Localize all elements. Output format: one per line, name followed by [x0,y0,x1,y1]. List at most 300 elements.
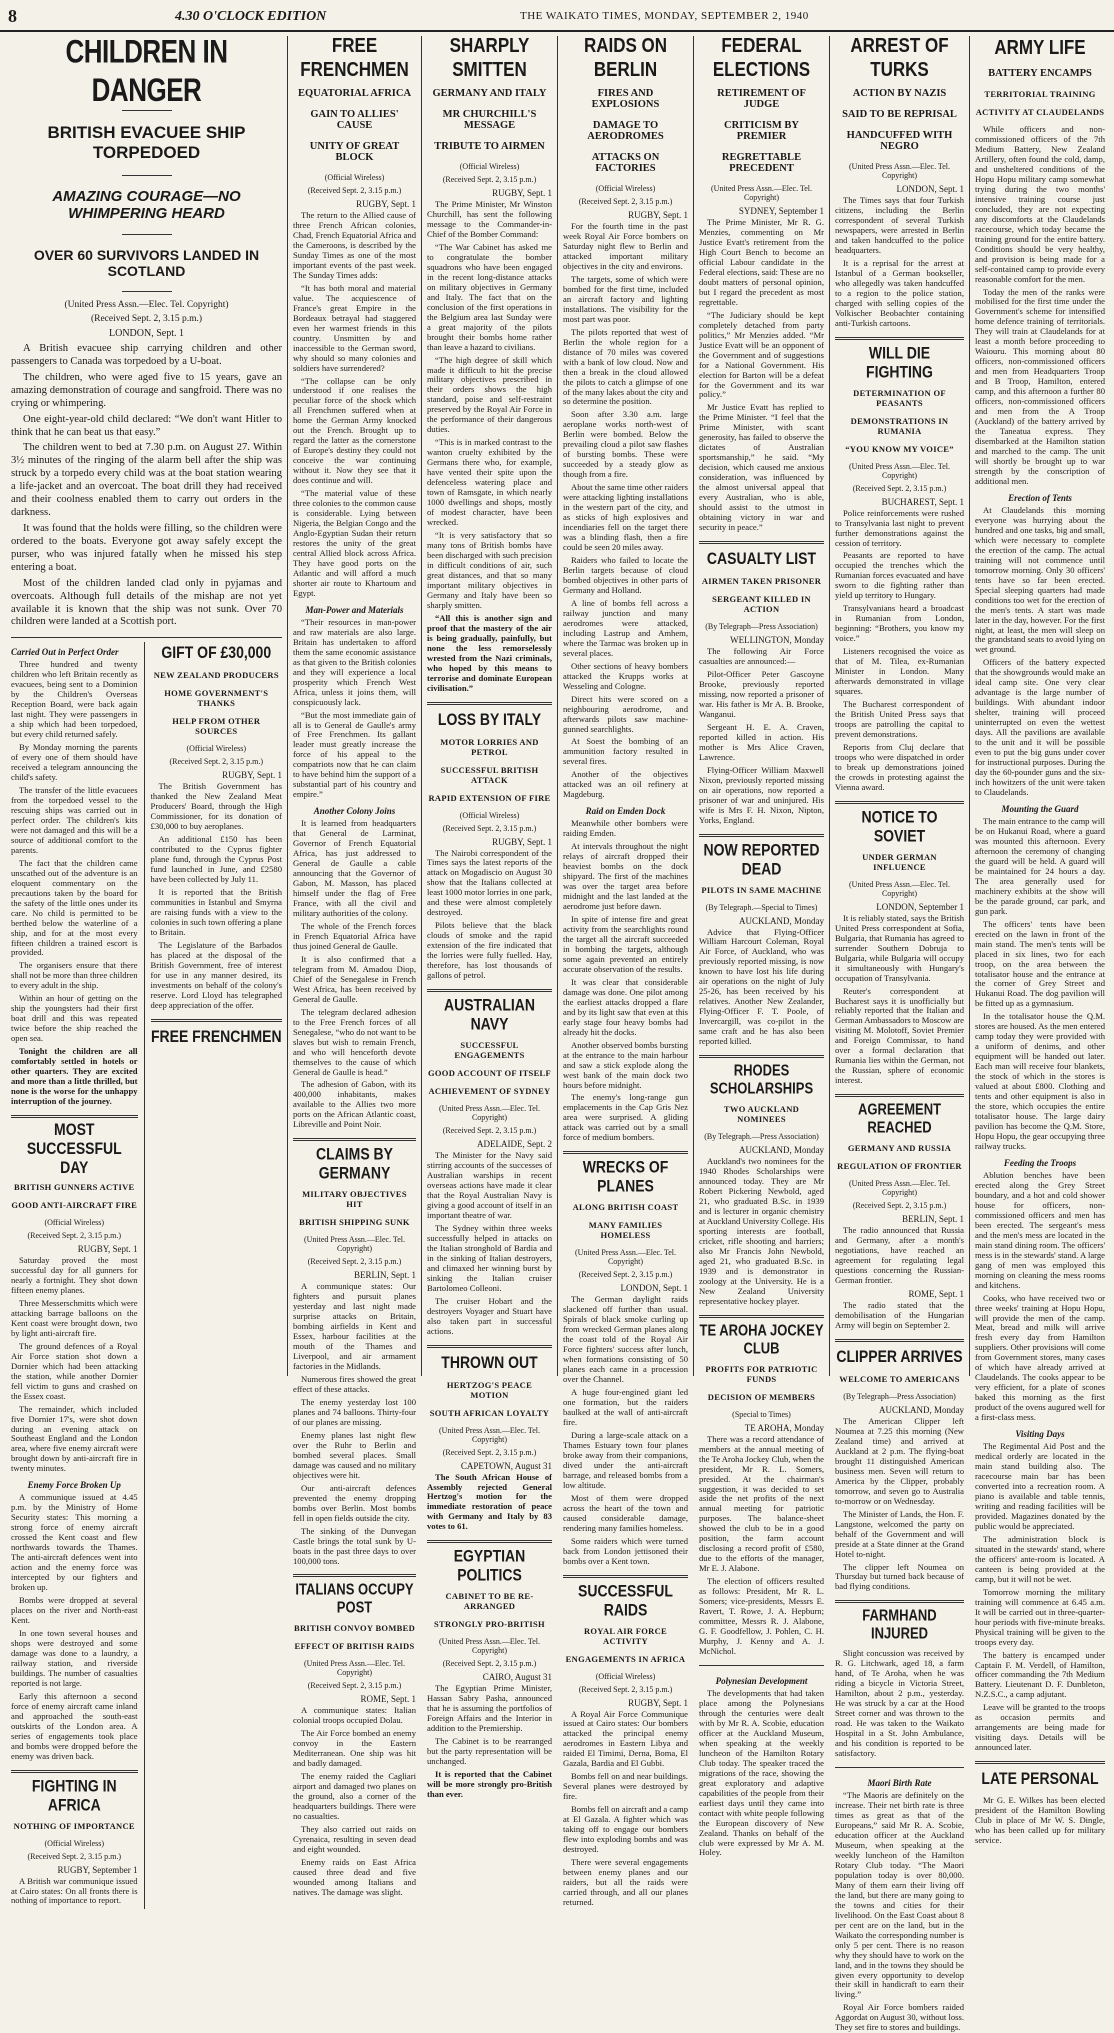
credit-line: (United Press Assn.—Elec. Tel. Copyright) [303,1235,406,1254]
story-headline: AGREEMENT REACHED [857,1100,942,1137]
subhead: MR CHURCHILL'S MESSAGE [442,109,537,131]
story-headline: NOW REPORTED DEAD [703,839,820,878]
credit-line: (United Press Assn.—Elec. Tel. Copyright) [303,1659,406,1678]
credit-line: (United Press Assn.—Elec. Tel. Copyright) [438,1104,541,1123]
story-headline: FARMHAND INJURED [862,1606,937,1643]
subhead: SUCCESSFUL BRITISH ATTACK [440,764,539,785]
paragraph: The clipper left Noumea on Thursday but turned back because of bad flying conditions. [835,1561,964,1592]
credit-line: (United Press Assn.—Elec. Tel. Copyright) [848,461,951,480]
wire-line: (Official Wireless) [595,184,656,193]
subhead: TERRITORIAL TRAINING [984,89,1096,99]
dateline: RUGBY, Sept. 1 [77,1244,138,1255]
received-line: (Received Sept. 2, 3.15 p.m.) [578,1270,673,1280]
dateline: LONDON, September 1 [876,901,964,912]
dateline: RUGBY, September 1 [57,1864,138,1875]
subhead: PILOTS IN SAME MACHINE [701,884,822,895]
paragraph: Other sections of heavy bombers attacked the Krupps works at Wesseling and Cologne. [563,660,688,691]
paragraph: Reuter's correspondent at Bucharest says it is unofficially but reliably reported that the Italian and German Ambassadors to Moscow are visiting M. Molotoff, Soviet Premier and Foreign Commissar, to hand over a formal declaration that Rumania lies within the German, not the Russian, sphere of economic interest. [835,985,964,1086]
credit-line: (United Press Assn.—Elec. Tel. Copyright) [438,1425,541,1444]
subhead: Polynesian Development [715,1675,808,1686]
subhead: Carried Out in Perfect Order [11,647,119,658]
paragraph: The children went to bed at 7.30 p.m. on August 27. Within 3½ minutes of the ringing of the alarm bell after the ship was struck by a torpedo every child was at the boat station wearing a life-jacket and an overcoat. The boat drill they had received and their coolness enabled them to carry out orders in the darkness. [11,442,282,519]
column-4 [558,34,694,1907]
received-line: (Received Sept. 2, 3.15 p.m.) [852,1201,947,1211]
story-headline: ARREST OF TURKS [850,34,949,81]
lead-deck-1: BRITISH EVACUEE SHIP TORPEDOED [47,123,246,162]
paragraph: They also carried out raids on Cyrenaica, resulting in seven dead and eight wounded. [293,1824,416,1855]
subhead: AIRMEN TAKEN PRISONER [701,576,822,587]
dateline: RUGBY, Sept. 1 [492,836,552,847]
subhead: Another Colony Joins [313,806,396,817]
paragraph: The return to the Allied cause of three French African colonies, Chad, French Equatorial Africa and the Cameroons, is described by the Sunday Times as one of the most important events of the past week. The Sunday Times adds: [293,210,416,280]
subhead: MOTOR LORRIES AND PETROL [440,736,539,757]
paragraph: The enemy yesterday lost 100 planes and 74 balloons. Thirty-four of our planes are missing. [293,1396,416,1427]
credit-line: (By Telegraph.—Special to Times) [705,902,818,912]
received-line: (Received Sept. 2, 3.15 p.m.) [442,1126,537,1136]
dateline: ADELAIDE, Sept. 2 [477,1139,552,1150]
received-line: (Received Sept. 2, 3.15 p.m.) [442,823,537,833]
paragraph: A communique states: Italian colonial troops occupied Dolau. [293,1705,416,1726]
paragraph: It is reported that the Cabinet will be more strongly pro-British than ever. [427,1769,552,1800]
paragraph: The Regimental Aid Post and the medical orderly are located in the main stand building also. The racecourse main bar has been converted into a recreation room. A piano is available and table tennis, writing and reading facilities will be provided. Magazines donated by the public would be appreciated. [975,1441,1105,1531]
paragraph: There were several engagements between enemy planes and our raiders, but all the raids were carried through, and all our planes returned. [563,1857,688,1907]
subhead: ALONG BRITISH COAST [572,1202,679,1213]
subhead: BRITISH CONVOY BOMBED [293,1623,416,1634]
paragraph: The Minister for the Navy said stirring accounts of the successes of Australian warships in recent overseas actions have made it clear that the Royal Australian Navy is giving a good account of itself in an important theatre of war. [427,1150,552,1220]
paragraph: It is a reprisal for the arrest at Istanbul of a German bookseller, who allegedly was taken handcuffed to a region to the police station, charged with selling copies of the Volkischer Beobachter containing anti-Turkish cartoons. [835,257,964,328]
paragraph: The whole of the French forces in French Equatorial Africa have thus joined General de Gaulle. [293,920,416,951]
subhead: EQUATORIAL AFRICA [297,88,412,99]
received-line: (Received Sept. 2, 3.15 p.m.) [90,314,203,324]
paragraph: “The collapse can be only understood if one realises the peculiar force of the shock which all Frenchmen suffered when at home the German Army knocked out the French. Brought up to regard the latter as the cornerstone of Europe's destiny they could not conceive the war continuing without it. Now they see that it does continue and will. [293,375,416,486]
story-headline: CLAIMS BY GERMANY [316,1144,393,1183]
paragraph: Bombs fell on aircraft and a camp at El Gazala. A fighter which was taking off to engage our bombers flew into exploding bombs and was destroyed. [563,1804,688,1855]
paragraph: In one town several houses and shops were destroyed and some damage was done to a laundry, a railway station, and riverside buildings. The number of casualties reported is not large. [11,1627,138,1688]
paragraph: There was a record attendance of members at the annual meeting of the Te Aroha Jockey Club, when the president, Mr R. L. Somers, presided. At the chairman's suggestion, it was decided to set aside the net profits of the next annual meeting for patriotic purposes. The balance-sheet showed the club to be in a good position, the farm account disclosing a record profit of £580, due to the efforts of the manager, Mr E. J. Alabone. [699,1433,824,1574]
subhead: UNDER GERMAN INFLUENCE [862,851,937,872]
column-6 [830,34,970,2033]
wire-line: (Official Wireless) [44,1218,105,1228]
paragraph: The Prime Minister, Mr R. G. Menzies, commenting on Mr Justice Evatt's retirement from the High Court Bench to become an official Labour candidate in the Federal elections, said: These are no doubt matters of personal opinion, but I regard the precedent as most regrettable. [699,217,824,307]
paragraph: In the totalisator house the Q.M. stores are housed. As the men entered camp today they were provided with a uniform of denims, and other equipment will be handed out later. Each man will receive four blankets, the stock of which in the stores is valued at about £800. Clothing and tents and other equipment is also in the store, which occupies the entire totalisator house. The large dairy pavilion has become the Q.M. Store, Hopu Hopu, the gear occupying three railway trucks. [975,1011,1105,1151]
paragraph: The targets, some of which were bombed for the first time, included an aircraft factory and lighting installations. The visibility for the most part was poor. [563,273,688,324]
subhead: Erection of Tents [1008,492,1072,503]
paragraph: “Their resources in man-power and raw materials are also large. Britain has undertaken to afford them the same economic assistance as that given to the British colonies and they will experience a local prosperity which French West Africa, unless it joins them, will conspicuously lack. [293,616,416,707]
column-5 [694,34,830,1858]
subhead: ACHIEVEMENT OF SYDNEY [428,1086,551,1097]
paragraph: The developments that had taken place among the Polynesians through the centuries were dealt with by Mr R. A. Scobie, education officer at the Auckland Museum, when speaking at the weekly luncheon of the Hamilton Rotary Club today. The speaker traced the migrations of the race, showing the great exploratory and adaptive capabilities of the people from their earliest days until they came into contact with white people following the European discovery of New Zealand. Thanks on behalf of the club were expressed by Mr A. M. Holey. [699,1687,824,1858]
dateline: SYDNEY, September 1 [738,206,824,216]
paragraph: A communique issued at 4.45 p.m. by the Ministry of Home Security states: This morning a strong force of enemy aircraft crossed the Kent coast and flew northwards towards the Thames. The anti-aircraft defences went into action and the enemy force was intercepted by our fighters and broken up. [11,1492,138,1593]
story-headline: CLIPPER ARRIVES [836,1346,963,1366]
subhead: DECISION OF MEMBERS [707,1391,816,1402]
paragraph: “But the most immediate gain of all is to General de Gaulle's army of Free Frenchmen. Its gallant leader must greatly increase the force of his appeal to the compatriots now that he can claim to have behind him the support of a substantial part of his country and empire.” [293,709,416,800]
paragraph: “The War Cabinet has asked me to congratulate the bomber squadrons who have been engaged in the recent long-distance attacks on military objectives in Germany and Italy. The fact that on the conclusion of the first operations in the Belgium area last Sunday were a great majority of the pilots brought their bombs home rather than leave a hazard to civilians. [427,241,552,352]
paragraph: Most of them were dropped across the heart of the town and caused considerable damage, rendering many families homeless. [563,1492,688,1533]
column-3 [422,34,558,1800]
paragraph: Most of the children landed clad only in pyjamas and overcoats. Although full details of the mishap are not yet available it is known that the ship was not sunk. Over 70 children were landed at a Scottish port. [11,577,282,628]
paragraph: Raiders who failed to locate the Berlin targets because of cloud bombed objectives in other parts of Germany and Holland. [563,555,688,595]
dateline: WELLINGTON, Monday [730,635,824,646]
dateline: BERLIN, Sept. 1 [354,1270,416,1281]
paragraph: The Egyptian Prime Minister, Hassan Sabry Pasha, announced that he is assuming the portfolios of Foreign Affairs and the Interior in addition to the Premiership. [427,1683,552,1734]
subhead: NOTHING OF IMPORTANCE [13,1820,135,1831]
paragraph: Our anti-aircraft defences prevented the enemy dropping bombs over Berlin. Most bombs fell in open fields outside the city. [293,1482,416,1523]
paragraph: In spite of intense fire and great activity from the searchlights round the target all the aircraft succeeded in bombing the targets, although some again prevented an entirely accurate observation of the results. [563,914,688,974]
subhead: STRONGLY PRO-BRITISH [434,1619,545,1630]
paragraph: Enemy planes last night flew over the Ruhr to Berlin and bombed several places. Small damage was caused and no military objectives were hit. [293,1429,416,1480]
received-line: (Received Sept. 2, 3.15 p.m.) [27,1231,122,1241]
subhead: HOME GOVERNMENT'S THANKS [164,688,269,709]
story-headline: WRECKS OF PLANES [582,1157,669,1196]
subhead: TWO AUCKLAND NOMINEES [723,1104,800,1125]
paragraph: The children, who were aged five to 15 years, gave an amazing demonstration of courage and sangfroid. There was no crying or whimpering. [11,371,282,409]
credit-line: (Special to Times) [732,1409,791,1419]
subhead: Feeding the Troops [1003,1157,1077,1168]
paragraph: The following Air Force casualties are announced:— [699,646,824,666]
paragraph: During a large-scale attack on a Thames Estuary town four planes broke away from their companions, dived under the anti-aircraft barrage, and released bombs from a low altitude. [563,1429,688,1490]
story-headline: RAIDS ON BERLIN [583,34,668,81]
column-2 [288,34,422,1897]
dateline: RUGBY, Sept. 1 [356,199,416,209]
paragraph: Reports from Cluj declare that troops who were dispatched in order to break up demonstrations joined the crowds in protesting against the Vienna award. [835,741,964,792]
paragraph: Saturday proved the most successful day for all gunners for nearly a fortnight. They shot down fifteen enemy planes. [11,1255,138,1295]
paragraph: Three hundred and twenty children who left Britain recently as evacuees, being sent to a Dominion by the Children's Overseas Reception Board, were back again last night. They were passengers in a ship which had been torpedoed, but every child returned safely. [11,659,138,740]
paragraph: Today the men of the ranks were mobilised for the first time under the Government's scheme for intensified home defence training of territorials. They will train at Claudelands for at least a month before proceeding to Waiouru. This morning about 80 officers, non-commissioned officers and men from Headquarters Troop and B Troop, Hamilton, entered camp, and this afternoon a further 80 officers, non-commissioned officers and men from the A Troop (Auckland) of the battery arrived by the Taneatua express. They disembarked at the Hamilton station and marched to the camp. The unit will shortly be brought up to war strength by the conscription of additional men. [975,286,1105,486]
subhead: REGRETTABLE PRECEDENT [721,152,802,174]
paragraph: Sergeant H. E. A. Craven, reported killed in action. His mother is Mrs Alice Craven, Lawrence. [699,721,824,762]
paragraph: “The high degree of skill which made it difficult to hit the precise military objectives prescribed in their orders shows the high standard, poise and self-restraint preserved by the Royal Air Force in the performance of their dangerous duties. [427,354,552,435]
wire-line: (Official Wireless) [459,162,520,171]
credit-line: (United Press Assn.—Elec. Tel. Copyright) [574,1248,677,1267]
credit-line: (By Telegraph—Press Association) [705,622,818,632]
paragraph: The Minister of Lands, the Hon. F. Langstone, welcomed the party on behalf of the Government and will preside at a State dinner at the Grand Hotel to-night. [835,1508,964,1559]
subhead: MILITARY OBJECTIVES HIT [302,1189,407,1210]
paragraph: Mr Justice Evatt has replied to the Prime Minister. “I feel that the Prime Minister, with scant generosity, has failed to observe the dictates of Australian sportsmanship,” he said. “My decision, which caused me anxious consideration, was influenced by the almost universal appeal that every Australian, who is able, should assist to the utmost in obtaining victory in war and security in peace.” [699,402,824,533]
paragraph: The German daylight raids slackened off further than usual. Spirals of black smoke curling up from wrecked German planes along the coast told of the Royal Air Force fighters' success after lunch, when formations consisting of 50 planes each came in a procession over the Channel. [563,1294,688,1385]
gift-story [145,642,282,1909]
subhead: Raid on Emden Dock [585,806,666,817]
dateline: ROME, Sept. 1 [360,1694,416,1705]
paragraph: The officers' tents have been erected on the lawn in front of the main stand. The men's tents will be placed in six lines, two for each troop, on the area between the totalisator house and the entrance at the corner of Grey Street and Hukanui Road. The dog pavilion will be fitted up as a gymnasium. [975,918,1105,1009]
credit-line: (United Press Assn.—Elec. Tel. Copyright) [848,879,951,898]
credit-line: (United Press Assn.—Elec. Tel. Copyright) [848,162,951,180]
paragraph: “It is very satisfactory that so many tons of British bombs have been discharged with such precision in difficult conditions of air, such great distances, and that so many important military objectives in Germany and Italy have been so sharply smitten. [427,530,552,610]
story-headline: SUCCESSFUL RAIDS [578,1580,673,1619]
paragraph: At Soest the bombing of an ammunition factory resulted in several fires. [563,736,688,767]
story-headline: EGYPTIAN POLITICS [453,1546,526,1585]
subhead: HANDCUFFED WITH NEGRO [846,130,953,152]
dateline: RUGBY, Sept. 1 [628,210,688,220]
paragraph: The British Government has thanked the New Zealand Meat Producers' Board, through the High Commissioner, for its donation of £30,000 to buy aeroplanes. [150,781,282,832]
paragraph: The election of officers resulted as follows: President, Mr R. L. Somers; vice-presidents, Messrs E. Ravert, T. Rowe, J. A. Hepburn; committee, Messrs R. J. Alabone, G. F. Goodfellow, J. Pohlen, C. H. Murphy, J. Kenny and A. J. McNichol. [699,1576,824,1656]
paragraph: The telegram declared adhesion to the Free French forces of all Senegalese, “who do not want to be slaves but wish to remain French, and who will henceforth devote themselves to the cause of which General de Gaulle is head.” [293,1006,416,1077]
subhead: Mounting the Guard [1001,803,1079,814]
paragraph: The South African House of Assembly rejected General Hertzog's motion for the immediate restoration of peace with Germany and Italy by 83 votes to 61. [427,1471,552,1532]
lead-story [11,32,282,629]
wire-line: (Official Wireless) [44,1838,105,1848]
paragraph: The transfer of the little evacuees from the torpedoed vessel to the rescuing ships was carried out in perfect order. The children's kits were not damaged and this will be a source of additional comfort to the parents. [11,784,138,855]
paragraph: The Sydney within three weeks successfully helped in attacks on the Italian stronghold of Bardia and in the sinking of Italian destroyers, and climaxed her winning burst by sinking the Italian cruiser Bartolomeo Colleoni. [427,1222,552,1293]
paragraph: The Prime Minister, Mr Winston Churchill, has sent the following message to the Commander-in-Chief of the Bomber Command: [427,199,552,239]
received-line: (Received Sept. 2, 3.15 p.m.) [442,175,537,184]
paragraph: Bombs fell on and near buildings. Several planes were destroyed by fire. [563,1771,688,1802]
subhead: DETERMINATION OF PEASANTS [853,387,946,408]
paragraph: The fact that the children came unscathed out of the adventure is an eloquent commentary on the precautions taken by the board for the safety of the little ones under its care. No child is permitted to be berthed below the waterline of a ship, and for at the most every fifteen children a trained escort is provided. [11,857,138,958]
dateline: CAIRO, August 31 [482,1672,552,1683]
paragraph: The sinking of the Dunvegan Castle brings the total sunk by U-boats in the past three days to over 100,000 tons. [293,1525,416,1566]
subhead: FIRES AND EXPLOSIONS [591,88,660,110]
page-number: 8 [8,6,17,26]
subhead: ROYAL AIR FORCE ACTIVITY [583,1625,668,1646]
paragraph: Auckland's two nominees for the 1940 Rhodes Scholarships were announced today. They are Mr Robert Pickering Newbold, aged 21, who graduated B.Sc. in 1939 and is lecturer in organic chemistry at Auckland University College. His sporting interests are football, cricket, rifle shooting and harriers; also Mr Francis John Newbold, aged 21, who graduated B.Sc. in 1939 and is demonstrator in zoology at the University. He is a New Zealand University representative hockey player. [699,1156,824,1306]
story-headline: MOST SUCCESSFUL DAY [26,1119,122,1177]
paragraph: The radio stated that the demobilisation of the Hungarian Army will begin on September 2. [835,1300,964,1330]
paragraph: A British war communique issued at Cairo states: On all fronts there is nothing of importance to report. [11,1875,138,1906]
paragraph: Soon after 3.30 a.m. large aeroplane works north-west of Berlin were bombed. Below the prevailing cloud a pilot saw flashes of bursting bombs. These were succeeded by a steady glow as though from a fire. [563,409,688,480]
paragraph: The Times says that four Turkish citizens, including the Berlin correspondent of several Turkish newspapers, were arrested in Berlin and taken handcuffed to the police headquarters. [835,195,964,255]
credit-line: (United Press Assn.—Elec. Tel. Copyright) [438,1637,541,1656]
received-line: (Received Sept. 2, 3.15 p.m.) [307,1257,402,1267]
story-headline: CASUALTY LIST [706,548,817,568]
paragraph: A communique states: Our fighters and pursuit planes yesterday and last night made surprise attacks on Britain, bombing airfields in Kent and Essex, harbour facilities at the mouth of the Thames and Liverpool, and air armament factories in the Midlands. [293,1281,416,1372]
paragraph: While officers and non-commissioned officers of the 7th Medium Battery, New Zealand Artillery, often found the cold, damp, and unsheltered conditions of the Hopu Hopu military camp somewhat trying during the two months' intensive training course just concluded, they are not expecting any discomforts at the Claudelands racecourse, which today became the training ground for the entire battery. Conditions should be very healthy, and provision is being made for a self-contained camp to provide every reasonable comfort for the men. [975,124,1105,284]
paragraph: The Nairobi correspondent of the Times says the latest reports of the attack on Mogadiscio on August 30 show that the Italians collected at least 1000 motor lorries in one park, and these were almost completely destroyed. [427,847,552,918]
received-line: (Received Sept. 2, 3.15 p.m.) [169,757,264,767]
masthead [0,0,1114,32]
subhead: ACTIVITY AT CLAUDELANDS [975,107,1105,117]
story-headline: NOTICE TO SOVIET [861,806,938,845]
paragraph: Peasants are reported to have occupied the trenches which the Rumanian forces evacuated and have sworn to die fighting rather than yield up territory to Hungary. [835,550,964,601]
paragraph: Officers of the battery expected that the showgrounds would make an ideal camp site. One very clear advantage is the large number of buildings. With abundant indoor shelter, training will proceed uninterrupted on even the wettest days. All the pavilions are available to the unit and it will be possible even to put the big guns under cover for instructional purposes. During the day the 60-pounder guns and the six-inch howitzers of the unit were taken to Claudelands. [975,657,1105,797]
paragraph: Listeners recognised the voice as that of M. Tilea, ex-Rumanian Minister in London. Many afterwards demonstrated in village squares. [835,646,964,697]
paragraph: Flying-Officer William Maxwell Nixon, previously reported missing on air operations, now reported a prisoner of war and uninjured. His wife is Mrs F. H. Nixon, Nipton, Yorks, England. [699,764,824,825]
paragraph: The Bucharest correspondent of the British United Press says that troops are patrolling the capital to prevent demonstrations. [835,699,964,739]
subhead: BATTERY ENCAMPS [988,68,1092,79]
story-headline: LATE PERSONAL [981,1768,1099,1788]
subhead: GERMANY AND ITALY [432,88,547,99]
received-line: (Received Sept. 2, 3.15 p.m.) [307,1681,402,1691]
paragraph: A huge four-engined giant led one formation, but the raiders baulked at the wall of anti-aircraft fire. [563,1387,688,1427]
dateline: ROME, Sept. 1 [908,1289,964,1300]
paragraph: Tomorrow morning the military training will commence at 6.45 a.m. It will be carried out in three-quarter-hour periods with five-minute breaks. Physical training will be given to the troops every day. [975,1586,1105,1647]
wire-line: (Official Wireless) [459,810,520,820]
received-line: (Received Sept. 2, 3.15 p.m.) [442,1659,537,1669]
paragraph: Meanwhile other bombers were raiding Emden. [563,818,688,839]
story-headline: FREE FRENCHMEN [150,1026,282,1046]
paragraph: A Royal Air Force Communique issued at Cairo states: Our bombers attacked the principal enemy aerodromes in Eastern Libya and raided El Timimi, Derna, Boma, El Gazala, Bardia and El Gubbi. [563,1708,688,1769]
paragraph: Transylvanians heard a broadcast in Rumanian from London, beginning: “Brothers, you know my voice.” [835,603,964,644]
paragraph: Cooks, who have received two or three weeks' training at Hopu Hopu, will provide the men of the camp. Meat, bread and milk will arrive fresh every day from Hamilton suppliers. Other provisions will come from Government stores, many cases of which have already arrived at Claudelands. The cooks appear to be very efficient, for a plate of scones baked this morning as the first product of the ovens augured well for a first-class mess. [975,1292,1105,1423]
subhead: UNITY OF GREAT BLOCK [309,141,400,163]
subhead: “YOU KNOW MY VOICE” [845,443,954,454]
dateline: RUGBY, Sept. 1 [222,770,282,781]
column-1 [6,32,288,1906]
subhead: GOOD ANTI-AIRCRAFT FIRE [11,1200,138,1211]
subhead: DEMONSTRATIONS IN RUMANIA [850,415,949,436]
paragraph: Police reinforcements were rushed to Transylvania last night to prevent further demonstrations against the cession of territory. [835,507,964,548]
story-headline: ARMY LIFE [994,36,1086,59]
dateline: LONDON, Sept. 1 [620,1283,688,1294]
subhead: SUCCESSFUL ENGAGEMENTS [454,1040,525,1061]
subhead: ACTION BY NAZIS [852,88,947,99]
wire-line: (Official Wireless) [186,744,247,754]
paragraph: “The Maoris are definitely on the increase. Their net birth rate is three times as great as that of the Europeans,” said Mr R. A. Scobie, education officer at the Auckland Museum, when speaking at the weekly luncheon of the Hamilton Rotary Club today. “The Maori population today is over 80,000. Many of them earn their living off the land, but there are many going to the towns and cities for their livelihood. On the East Coast about 8 per cent are on the land, but in the Waikato the corresponding number is only 5 per cent. There is no reason why they should have to work on the land, and in the towns they should be given every opportunity to develop their skill in handicraft to earn their living.” [835,1790,964,2000]
paragraph: The battery is encamped under Captain F. M. Verdell, of Hamilton, officer commanding the 7th Medium Battery. Lieutenant D. F. Dunbleton, N.Z.S.C., a camp adjutant. [975,1649,1105,1700]
paragraph: Numerous fires showed the great effect of these attacks. [293,1374,416,1394]
subhead: TRIBUTE TO AIRMEN [434,141,545,152]
story-headline: AUSTRALIAN NAVY [444,994,535,1034]
credit-line: (By Telegraph.—Press Association) [704,1132,819,1142]
dateline: BUCHAREST, Sept. 1 [881,496,964,507]
paragraph: Ablution benches have been erected along the Grey Street boundary, and a hot and cold shower house for officers, non-commissioned officers and men has been erected. The sergeant's mess and the men's mess are located in the main stand dining room. The officers' mess is in the stewards' stand. A large gang of men was employed this morning on cleaning the mess rooms and kitchens. [975,1169,1105,1290]
story-headline: FIGHTING IN AFRICA [31,1775,117,1814]
credit-line: (United Press Assn.—Elec. Tel. Copyright) [710,184,813,202]
subhead: HERTZOG'S PEACE MOTION [446,1379,533,1400]
wire-line: (Official Wireless) [595,1671,656,1681]
subhead: MANY FAMILIES HOMELESS [588,1220,663,1241]
paragraph: It is reliably stated, says the British United Press correspondent at Sofia, Bulgaria, that Rumania has agreed to surrender Southern Dobruja to Bulgaria, while Bulgaria will occupy it simultaneously with Hungary's occupation of Transylvania. [835,912,965,983]
received-line: (Received Sept. 2, 3.15 p.m.) [578,197,673,206]
dateline: LONDON, Sept. 1 [896,184,964,194]
subhead: WELCOME TO AMERICANS [839,1373,960,1384]
paragraph: The Legislature of the Barbados has placed at the disposal of the British Government, free of interest for use in any manner desired, its investments on behalf of the colony's reserve. Lord Lloyd has telegraphed deep appreciation of the offer. [150,939,282,1010]
credit-line: (United Press Assn.—Elec. Tel. Copyright) [848,1179,951,1198]
subhead: ENGAGEMENTS IN AFRICA [565,1653,686,1664]
paragraph: Mr G. E. Wilkes has been elected president of the Hamilton Bowling Club in place of Mr W. S. Dingle, who has been called up for military service. [975,1795,1105,1846]
safety-story [11,642,145,1909]
subhead: SOUTH AFRICAN LOYALTY [429,1407,550,1418]
dateline: RUGBY, Sept. 1 [628,1697,688,1708]
paragraph: A line of bombs fell across a railway junction and many aerodromes were attacked, including Lastrup and Amhem, where the Tarmac was broken up in several places. [563,597,688,658]
wire-line: (Official Wireless) [324,173,385,182]
story-headline: THROWN OUT [441,1351,538,1372]
dateline: AUCKLAND, Monday [879,1404,964,1415]
paragraph: “All this is another sign and proof that the mastery of the air is being gradually, painfully, but none the less remorselessly wrested from the Nazi criminals, who hoped by this means to terrorise and dominate European civilisation.” [427,612,552,693]
paragraph: “The Judiciary should be kept completely detached from party politics,” Mr Menzies added. “Mr Justice Evatt will be an opponent of the Government and of suggestions for a National Government. His election for Barton will be a defeat for the Government and its war policy.” [699,309,824,400]
paragraph: It was clear that considerable damage was done. One pilot among the earliest attacks dropped a flare and by its light saw that even at this early stage four heavy bombs had already hit the docks. [563,976,688,1037]
subhead: HELP FROM OTHER SOURCES [172,716,261,737]
paper-dateline: THE WAIKATO TIMES, MONDAY, SEPTEMBER 2, 1940 [520,10,809,22]
paragraph: Within an hour of getting on the ship the youngsters had their first boat drill and this was repeated twice before the ship reached the open sea. [11,993,138,1044]
paragraph: The cruiser Hobart and the destroyers Voyager and Stuart have also taken part in successful actions. [427,1295,552,1336]
paragraph: The Air Force bombed an enemy convoy in the Eastern Mediterranean. One ship was hit and badly damaged. [293,1728,416,1769]
paragraph: The remainder, which included five Dornier 17's, were shot down during an evening attack on Southeast England and the London area, where five enemy aircraft were brought down by anti-aircraft fire in twenty minutes. [11,1403,138,1474]
subhead: CRITICISM BY PREMIER [724,120,799,142]
paragraph: Royal Air Force bombers raided Aggordat on August 30, without loss. They set fire to stores and buildings. [835,2002,964,2033]
paragraph: Tonight the children are all comfortably settled in hotels or other quarters. They are excited and more than a little thrilled, but none is the worse for the unhappy interruption of the journey. [11,1046,138,1107]
subhead: SERGEANT KILLED IN ACTION [712,594,811,615]
subhead: PROFITS FOR PATRIOTIC FUNDS [705,1363,818,1384]
dateline: RUGBY, Sept. 1 [492,188,552,198]
paragraph: Early this afternoon a second force of enemy aircraft came inland and approached the south-east outskirts of the London area. A series of engagements took place and bombs were dropped before the enemy was driven back. [11,1690,138,1761]
dateline: LONDON, Sept. 1 [109,328,184,339]
subhead: BRITISH GUNNERS ACTIVE [14,1182,135,1193]
subhead: REGULATION OF FRONTIER [837,1161,962,1172]
paragraph: Direct hits were scored on a neighbouring aerodrome, and afterwards pilots saw machine-gunned searchlights. [563,693,688,734]
dateline: AUCKLAND, Monday [739,915,824,926]
received-line: (Received Sept. 2, 3.15 p.m.) [307,186,402,195]
subhead: DAMAGE TO AERODROMES [587,120,664,142]
story-headline: FREE FRENCHMEN [300,34,409,81]
story-headline: LOSS BY ITALY [437,708,542,729]
dateline: CAPETOWN, August 31 [460,1460,552,1471]
paragraph: Another of the objectives attacked was an oil refinery at Magdeburg. [563,769,688,800]
subhead: BRITISH SHIPPING SUNK [299,1217,410,1228]
paragraph: The radio announced that Russia and Germany, after a month's negotiations, have reached an agreement for regulating legal questions concerning the Russian-German frontier. [835,1225,964,1286]
paragraph: It was found that the holds were filling, so the children were ordered to the boats. Everyone got away safely except the purser, who was injured fatally when he missed his step entering a boat. [11,522,282,573]
subhead: GAIN TO ALLIES' CAUSE [310,109,399,131]
paragraph: An additional £150 has been contributed to the Cyprus fighter plane fund, through the Cyprus Post fund launched in June, and £2580 have been collected by July 11. [150,834,282,885]
paragraph: One eight-year-old child declared: “We don't want Hitler to think that he can beat us that easy.” [11,413,282,438]
paragraph: The ground defences of a Royal Air Force station shot down a Dornier which had been attacking the station, while another Dornier fell victim to guns and crashed on the Essex coast. [11,1340,138,1401]
lead-headline: CHILDREN IN DANGER [65,32,228,109]
paragraph: The pilots reported that west of Berlin the whole region for a distance of 70 miles was covered with a bank of low cloud. Now and then a break in the cloud allowed the pilots to catch a glimpse of one of the many lakes about the city and so determine the position. [563,326,688,407]
paragraph: “This is in marked contrast to the wanton cruelty exhibited by the Germans there who, for example, have vented their spite upon the defenceless watering place and town of Ramsgate, in which nearly 1000 dwellings and shops, mostly of modest character, have been wrecked. [427,437,552,528]
subhead: RETIREMENT OF JUDGE [717,88,806,110]
paragraph: Bombs were dropped at several places on the river and North-east Kent. [11,1595,138,1625]
paragraph: The administration block is situated in the stewards' stand, where the officers' ante-room is located. A canteen is being provided at the camp, but it will not be wet. [975,1533,1105,1584]
column-7 [970,36,1110,1846]
received-line: (Received Sept. 2, 3.15 p.m.) [578,1684,673,1694]
dateline: AUCKLAND, Monday [739,1145,824,1156]
subhead: Man-Power and Materials [305,604,404,615]
subhead: Visiting Days [1015,1429,1065,1440]
paragraph: For the fourth time in the past week Royal Air Force bombers on Saturday night flew to Berlin and attacked important military objectives in the city and environs. [563,221,688,271]
paragraph: A British evacuee ship carrying children and other passengers to Canada was torpedoed by a U-boat. [11,343,282,367]
story-headline: ITALIANS OCCUPY POST [295,1580,414,1617]
subhead: RAPID EXTENSION OF FIRE [428,792,551,803]
paragraph: Enemy raids on East Africa caused three dead and five wounded among Italians and natives. The damage was slight. [293,1857,416,1897]
dateline: TE AROHA, Monday [744,1422,824,1433]
paragraph: By Monday morning the parents of every one of them should have received a telegram announcing the child's safety. [11,742,138,783]
lower-split [11,637,282,1909]
paragraph: Pilot-Officer Peter Gascoyne Brooke, previously reported missing, now reported a prisoner of war. His father is Mr A. B. Brooke, Wanganui. [699,668,824,719]
story-headline: TE AROHA JOCKEY CLUB [699,1320,824,1357]
received-line: (Received Sept. 2, 3.15 p.m.) [27,1851,122,1861]
subhead: SAID TO BE REPRISAL [842,109,957,120]
subhead: NEW ZEALAND PRODUCERS [153,670,279,681]
paragraph: It is also confirmed that a telegram from M. Amadou Diop, Chief of the Senegalese in French West Africa, has been received by General de Gaulle. [293,953,416,1004]
subhead: GOOD ACCOUNT OF ITSELF [427,1068,552,1079]
subhead: ATTACKS ON FACTORIES [591,152,660,174]
paragraph: Leave will be granted to the troops as occasion permits and arrangements are being made for visiting days. Details will be announced later. [975,1702,1105,1753]
received-line: (Received Sept. 2, 3.15 p.m.) [442,1447,537,1457]
credit-line: (By Telegraph—Press Association) [843,1391,956,1401]
story-headline: RHODES SCHOLARSHIPS [709,1061,814,1098]
paragraph: The American Clipper left Noumea at 7.25 this morning (New Zealand time) and arrived at Auckland at 2 p.m. The flying-boat brought 11 distinguished American business men. Seven will return to America by the Clipper, probably tomorrow, and seven go to Australia to-morrow or on Wednesday. [835,1415,964,1506]
subhead: EFFECT OF BRITISH RAIDS [294,1641,415,1652]
paragraph: At Claudelands this morning everyone was hurrying about the hundred and one tasks, big and small, which were necessary to complete the erection of the camp. The actual training will not commence until tomorrow morning. Only 30 officers' tents have so far been erected. Special sleeping quarters had made conditions too wet for the erection of the men's tents. A start was made later in the day, however. For the first night, at least, the men will sleep on the grandstand seats to avoid lying on wet ground. [975,504,1105,655]
paragraph: Another observed bombs bursting at the entrance to the main harbour and saw a stick explode along the west bank of the main dock two hours before midnight. [563,1039,688,1090]
paragraph: The main entrance to the camp will be on Hukanui Road, where a guard was mounted this afternoon. Every afternoon the ceremony of changing the guard will be held. A guard will be maintained for 24 hours a day. The area generally used for machinery exhibits at the show will be the parade ground, car park, and gun park. [975,815,1105,916]
story-headline: GIFT OF £30,000 [161,642,272,662]
subhead: CABINET TO BE RE-ARRANGED [445,1591,534,1612]
paragraph: Slight concussion was received by R. G. Litchwark, aged 18, a farm hand, of Te Aroha, when he was riding a bicycle in Victoria Street, Hamilton, about 2 p.m., yesterday. He was struck by a car at the Hood Street corner and was thrown to the road. He was taken to the Waikato Hospital in a St. John Ambulance, and his condition is reported to be satisfactory. [835,1648,964,1759]
paragraph: The enemy raided the Cagliari airport and damaged two planes on the ground, also a corner of the headquarters buildings. There were no casualties. [293,1771,416,1822]
paragraph: About the same time other raiders were attacking lighting installations in the western part of the city, and as sticks of high explosives and incendiaries fell on the target there was a blinding flash, then a fire could be seen 20 miles away. [563,482,688,553]
paragraph: Some raiders which were turned back from London jettisoned their bombs over a Kent town. [563,1535,688,1566]
paragraph: Pilots believe that the black clouds of smoke and the rapid extension of the fire indicated that the lorries were fully fuelled. Hay, therefore, has lost thousands of gallons of petrol. [427,920,552,981]
paragraph: The Cabinet is to be rearranged but the party representation will be unchanged. [427,1736,552,1767]
subhead: Enemy Force Broken Up [27,1480,121,1491]
paragraph: At intervals throughout the night relays of aircraft dropped their heaviest bombs on the dock shipyard. The first of the machines was over the target area before midnight and the last landed at the aerodrome just before dawn. [563,841,688,912]
paragraph: The organisers ensure that there shall not be more than three children to every adult in the ship. [11,960,138,991]
paragraph: It is learned from headquarters that General de Larminat, Governor of French Equatorial Africa, has just addressed to General de Gaulle a cable announcing that the Governor of Gabon, M. Masson, has placed himself under the flag of Free France, with all the civil and military authorities of the colony. [293,818,416,918]
story-headline: SHARPLY SMITTEN [449,34,530,81]
story-headline: WILL DIE FIGHTING [866,342,933,381]
lead-deck-3: OVER 60 SURVIVORS LANDED IN SCOTLAND [33,247,260,279]
